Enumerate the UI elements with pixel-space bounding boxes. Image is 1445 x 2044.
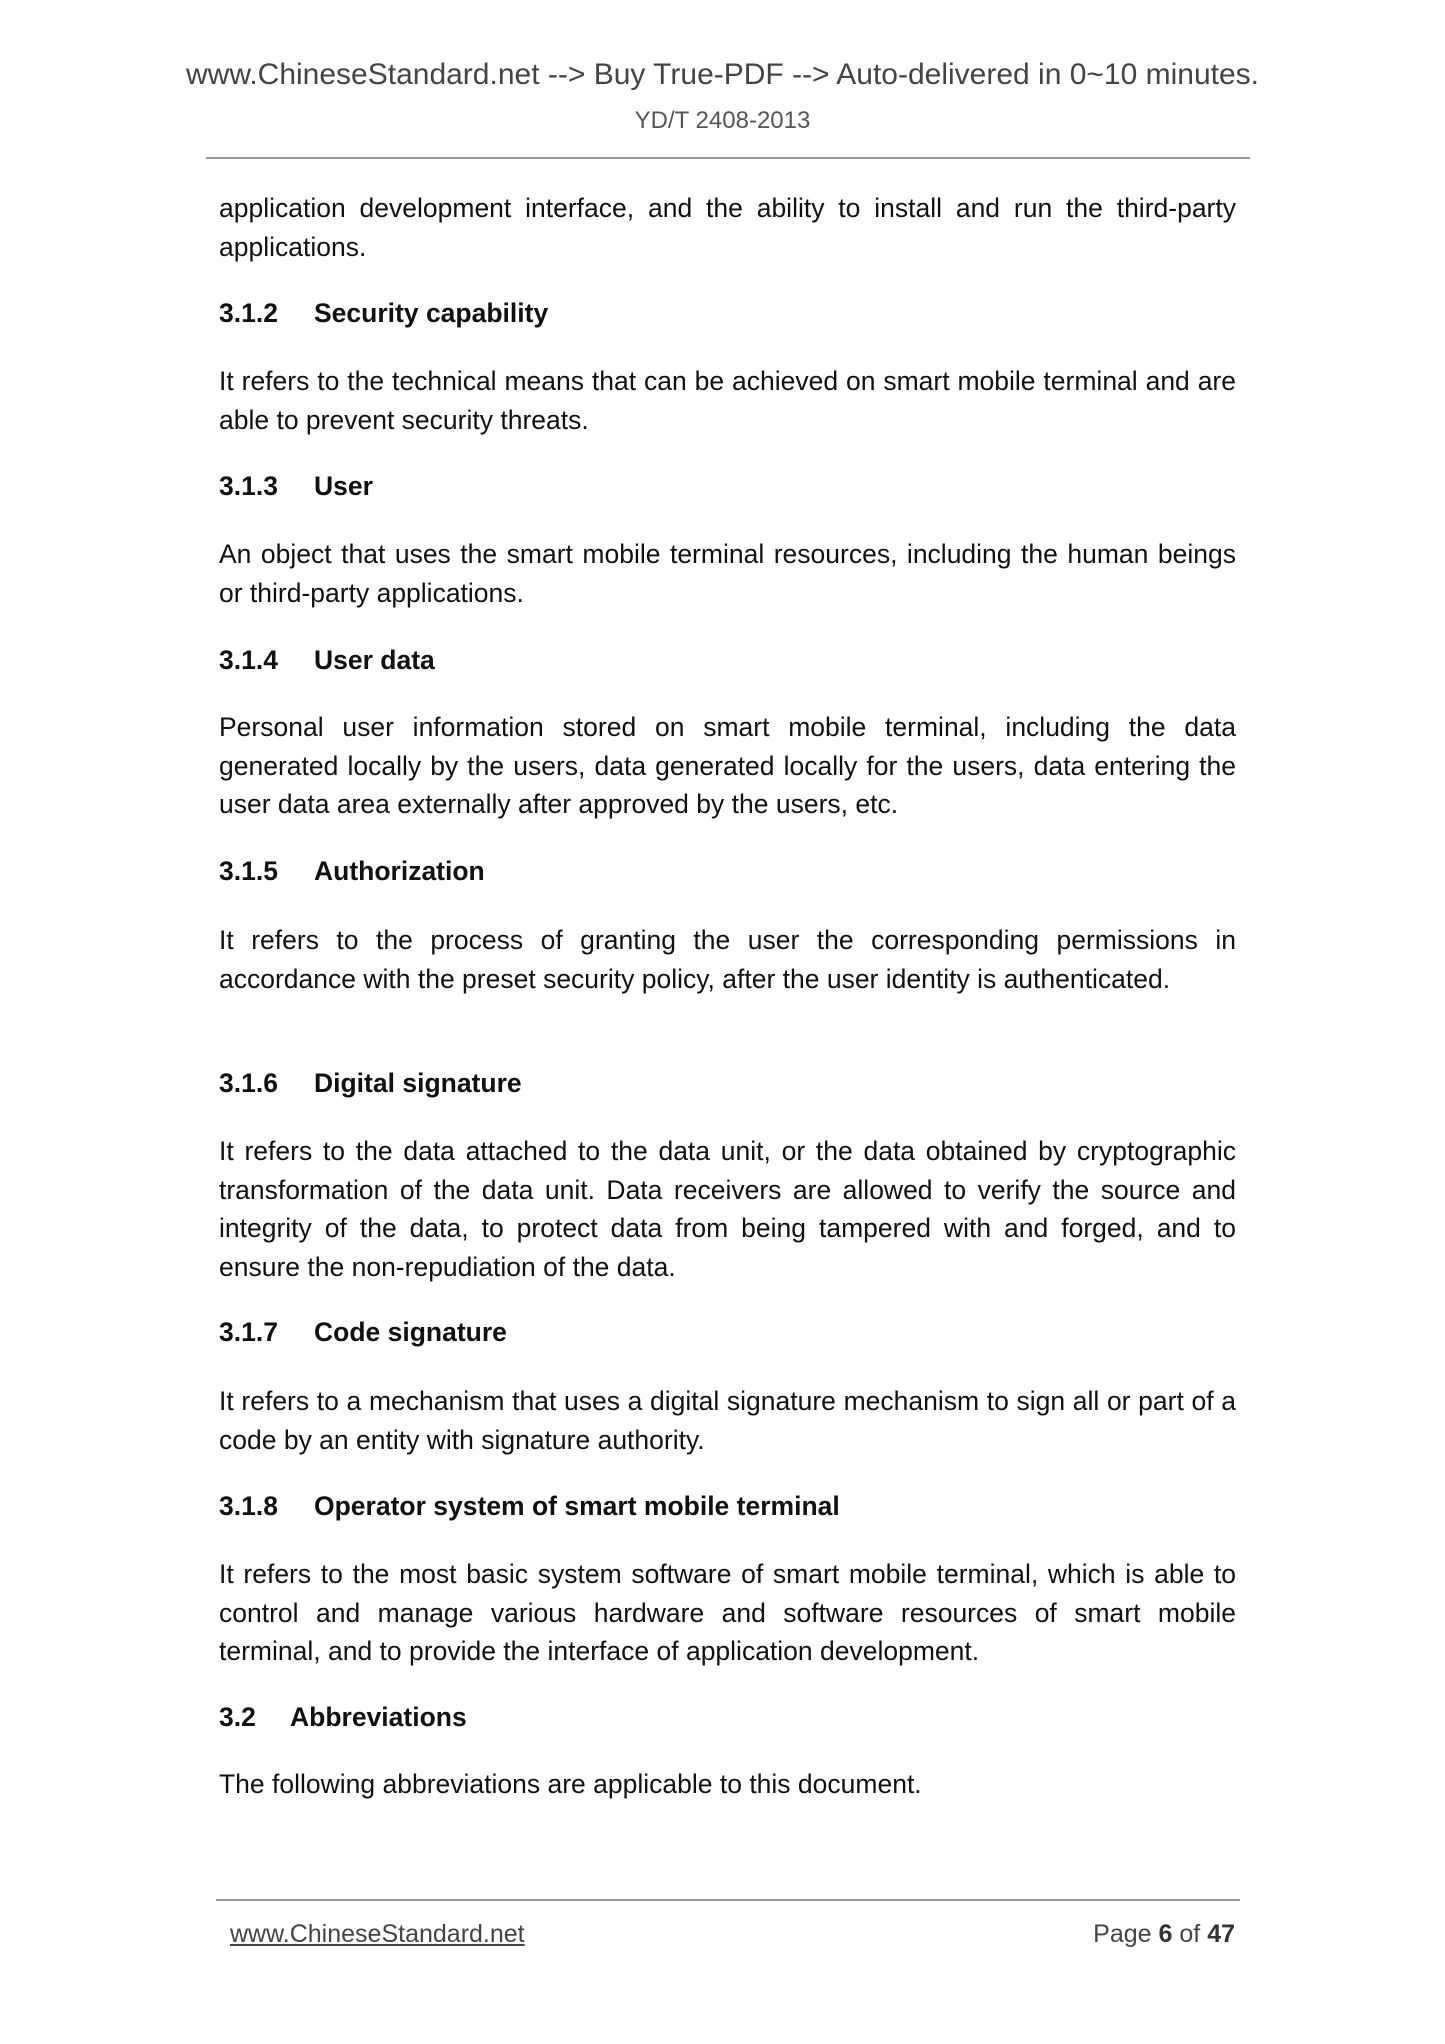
section-paragraph: It refers to the most basic system software of smart mobile terminal, which is able to control and manage various hardware and software resources of smart mobile terminal, and to provide the interface of application development.: [219, 1559, 1236, 1666]
standard-number: YD/T 2408-2013: [634, 107, 811, 134]
section-title: User data: [314, 645, 435, 675]
intro-paragraph: application development interface, and the ability to install and run the third-party applications.: [219, 193, 1236, 262]
section-number: 3.1.2: [219, 298, 278, 328]
section-heading-3-1-2: [219, 294, 1236, 333]
section-number: 3.1.4: [219, 645, 278, 675]
section-heading-3-1-5: [219, 852, 1236, 891]
section-heading-3-1-4: [219, 641, 1236, 680]
section-heading-3-1-7: [219, 1313, 1236, 1352]
section-number: 3.2: [219, 1702, 256, 1732]
section-title: Authorization: [314, 856, 485, 886]
section-number: 3.1.6: [219, 1068, 278, 1098]
section-number: 3.1.8: [219, 1491, 278, 1521]
section-paragraph: The following abbreviations are applicable to this document.: [219, 1769, 922, 1799]
section-paragraph: An object that uses the smart mobile terminal resources, including the human beings or third-party applications.: [219, 539, 1236, 608]
section-heading-3-1-3: [219, 467, 1236, 506]
header-banner: www.ChineseStandard.net --> Buy True-PDF --> Auto-delivered in 0~10 minutes.: [185, 58, 1260, 91]
section-title: User: [314, 471, 373, 501]
section-title: Abbreviations: [290, 1702, 467, 1732]
section-title: Code signature: [314, 1317, 507, 1347]
section-heading-3-2: [219, 1698, 1236, 1737]
section-heading-3-1-6: [219, 1064, 1236, 1103]
section-number: 3.1.3: [219, 471, 278, 501]
section-paragraph: It refers to the data attached to the data unit, or the data obtained by cryptographic transformation of the data unit. Data receivers are allowed to verify the source and integrity of the data, to protect data from being tampered with and forged, and to ensure the non-repudiation of the data.: [219, 1136, 1236, 1282]
total-pages: 47: [1207, 1920, 1235, 1948]
section-paragraph: It refers to the technical means that can be achieved on smart mobile terminal and are able to prevent security threats.: [219, 366, 1236, 435]
section-paragraph: Personal user information stored on smart mobile terminal, including the data generated locally by the users, data generated locally for the users, data entering the user data area externally after approved by the users, etc.: [219, 712, 1236, 819]
footer-divider: [216, 1899, 1240, 1901]
section-paragraph: It refers to the process of granting the user the corresponding permissions in accordance with the preset security policy, after the user identity is authenticated.: [219, 925, 1236, 994]
current-page: 6: [1158, 1920, 1173, 1948]
page-word: Page: [1093, 1920, 1152, 1948]
page-indicator: [1093, 1920, 1235, 1949]
section-paragraph: It refers to a mechanism that uses a digital signature mechanism to sign all or part of a code by an entity with signature authority.: [219, 1386, 1236, 1455]
section-title: Security capability: [314, 298, 549, 328]
of-word: of: [1179, 1920, 1201, 1948]
section-number: 3.1.7: [219, 1317, 278, 1347]
section-title: Digital signature: [314, 1068, 522, 1098]
section-title: Operator system of smart mobile terminal: [314, 1491, 840, 1521]
section-number: 3.1.5: [219, 856, 278, 886]
header-divider: [206, 157, 1250, 159]
footer-website-link[interactable]: www.ChineseStandard.net: [230, 1920, 525, 1948]
section-heading-3-1-8: [219, 1487, 1236, 1526]
